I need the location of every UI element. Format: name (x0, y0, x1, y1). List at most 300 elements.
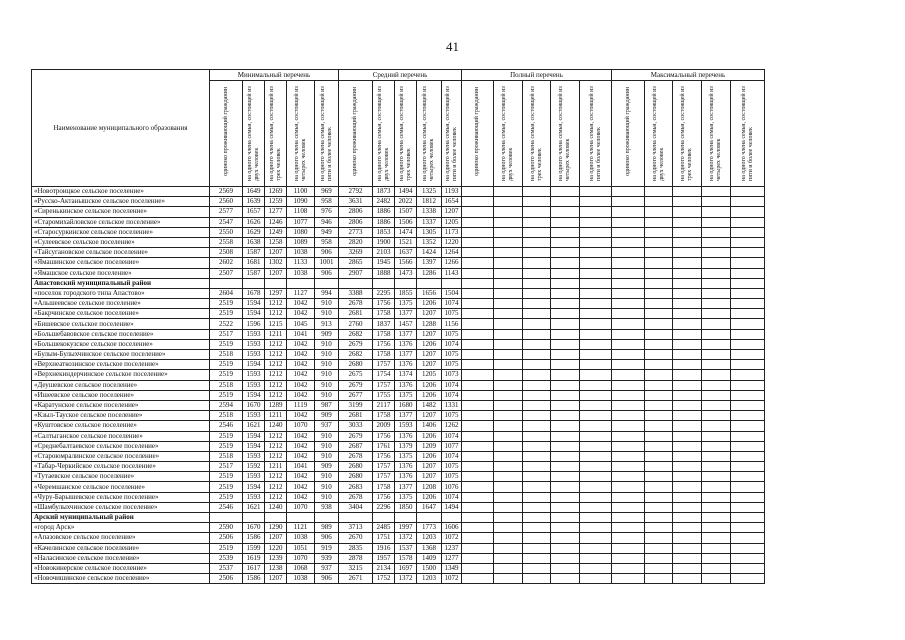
table-cell: 1212 (265, 472, 287, 482)
table-row (32, 268, 765, 278)
table-cell (551, 268, 580, 278)
table-cell (645, 390, 673, 400)
municipality-name: «Альшеевское сельское поселение» (32, 299, 210, 309)
table-cell (702, 288, 731, 298)
table-cell: 1173 (442, 227, 462, 237)
municipality-name: «Бакрчинское сельское поселение» (32, 309, 210, 319)
table-cell: 1090 (287, 197, 315, 207)
table-cell: 1593 (243, 329, 265, 339)
table-cell: 1855 (395, 288, 417, 298)
table-cell (287, 278, 315, 288)
table-cell: 1617 (243, 563, 265, 573)
table-cell (731, 299, 765, 309)
table-cell: 1647 (417, 502, 442, 512)
table-cell: 987 (315, 400, 339, 410)
table-cell (673, 431, 702, 441)
table-cell: 1156 (442, 319, 462, 329)
table-cell (645, 207, 673, 217)
table-cell (494, 513, 523, 523)
table-cell: 1042 (287, 472, 315, 482)
table-cell: 1264 (442, 248, 462, 258)
table-cell (612, 299, 645, 309)
table-row (32, 360, 765, 370)
table-cell (731, 553, 765, 563)
table-cell: 3199 (339, 400, 373, 410)
table-cell: 2537 (210, 563, 243, 573)
table-cell: 1212 (265, 441, 287, 451)
table-cell: 1042 (287, 451, 315, 461)
table-cell (612, 400, 645, 410)
table-cell: 1376 (395, 462, 417, 472)
table-cell: 1375 (395, 390, 417, 400)
table-cell: 2680 (339, 472, 373, 482)
table-row (32, 299, 765, 309)
table-cell (731, 319, 765, 329)
table-cell: 2590 (210, 523, 243, 533)
table-cell (523, 421, 551, 431)
table-cell (580, 227, 612, 237)
group-header: Полный перечень (462, 70, 612, 81)
table-cell: 1757 (373, 472, 395, 482)
table-cell (580, 258, 612, 268)
table-row (32, 380, 765, 390)
table-cell: 1377 (395, 309, 417, 319)
table-cell: 1042 (287, 390, 315, 400)
table-cell: 1657 (243, 207, 265, 217)
table-cell (612, 278, 645, 288)
table-cell (645, 411, 673, 421)
table-cell (702, 421, 731, 431)
table-cell: 2547 (210, 217, 243, 227)
municipality-name: «Большебавовское сельское поселение» (32, 329, 210, 339)
table-cell (731, 197, 765, 207)
table-cell (523, 574, 551, 584)
table-cell: 1758 (373, 329, 395, 339)
group-header: Минимальный перечень (210, 70, 339, 81)
table-cell (523, 400, 551, 410)
table-cell: 2820 (339, 237, 373, 247)
table-cell: 1537 (395, 543, 417, 553)
table-cell: 1042 (287, 299, 315, 309)
table-cell: 989 (315, 523, 339, 533)
table-cell (645, 482, 673, 492)
table-cell: 1277 (442, 553, 462, 563)
table-cell (494, 299, 523, 309)
table-cell: 1680 (395, 400, 417, 410)
table-row (32, 370, 765, 380)
subcolumn-header (731, 81, 765, 187)
table-cell (731, 482, 765, 492)
table-cell: 1207 (417, 472, 442, 482)
table-cell (702, 543, 731, 553)
table-row (32, 319, 765, 329)
table-cell: 1599 (243, 543, 265, 553)
table-cell: 3404 (339, 502, 373, 512)
table-row (32, 441, 765, 451)
table-cell: 910 (315, 472, 339, 482)
table-cell: 1266 (442, 258, 462, 268)
subcolumn-label: на одного члена семьи, состоящей из двух человек (376, 86, 390, 181)
table-cell (210, 513, 243, 523)
subcolumn-header (373, 81, 395, 187)
table-cell: 2517 (210, 329, 243, 339)
table-cell: 1837 (373, 319, 395, 329)
table-cell (645, 258, 673, 268)
table-cell: 1594 (243, 360, 265, 370)
table-cell: 2519 (210, 360, 243, 370)
table-cell: 1494 (442, 502, 462, 512)
table-cell: 910 (315, 350, 339, 360)
table-cell (523, 309, 551, 319)
table-cell: 2103 (373, 248, 395, 258)
table-cell: 1331 (442, 400, 462, 410)
table-cell (523, 268, 551, 278)
table-cell: 1626 (243, 217, 265, 227)
table-cell (612, 237, 645, 247)
table-cell: 1212 (265, 380, 287, 390)
table-cell: 1297 (265, 288, 287, 298)
table-cell: 1038 (287, 248, 315, 258)
table-cell (645, 574, 673, 584)
subcolumn-label: на одного члена семьи, состоящей из пяти и более человек (588, 86, 602, 181)
table-cell: 1209 (417, 441, 442, 451)
table-cell (494, 187, 523, 197)
table-cell (673, 268, 702, 278)
table-cell (580, 187, 612, 197)
table-cell (551, 380, 580, 390)
table-cell (645, 278, 673, 288)
table-cell (462, 533, 494, 543)
table-cell (673, 258, 702, 268)
table-cell: 1042 (287, 431, 315, 441)
table-cell (494, 563, 523, 573)
table-cell (462, 472, 494, 482)
municipality-name: «Старомихайловское сельское поселение» (32, 217, 210, 227)
table-row (32, 339, 765, 349)
table-cell: 969 (315, 187, 339, 197)
table-cell (462, 339, 494, 349)
table-cell: 2682 (339, 329, 373, 339)
table-cell: 1397 (417, 258, 442, 268)
municipality-name: «Чуру-Барышевское сельское поселение» (32, 492, 210, 502)
table-cell (612, 217, 645, 227)
table-cell: 2546 (210, 421, 243, 431)
table-cell: 2518 (210, 380, 243, 390)
table-cell: 938 (315, 502, 339, 512)
table-cell: 1639 (243, 197, 265, 207)
table-cell: 1957 (373, 553, 395, 563)
table-cell: 2878 (339, 553, 373, 563)
subcolumn-header (551, 81, 580, 187)
table-cell: 1207 (265, 248, 287, 258)
table-cell (702, 390, 731, 400)
table-cell: 1212 (265, 390, 287, 400)
subcolumn-header (494, 81, 523, 187)
table-cell: 2517 (210, 462, 243, 472)
table-cell (702, 207, 731, 217)
table-cell (551, 288, 580, 298)
table-cell (580, 350, 612, 360)
table-cell: 2680 (339, 360, 373, 370)
table-cell: 1593 (395, 421, 417, 431)
table-cell (494, 319, 523, 329)
table-cell: 1108 (287, 207, 315, 217)
table-cell (494, 400, 523, 410)
table-cell (373, 513, 395, 523)
table-cell: 1681 (243, 258, 265, 268)
municipality-name: «Старосуркинское сельское поселение» (32, 227, 210, 237)
table-cell (612, 380, 645, 390)
table-cell (494, 237, 523, 247)
table-cell: 1258 (265, 237, 287, 247)
table-cell (702, 400, 731, 410)
table-cell: 2522 (210, 319, 243, 329)
table-cell (523, 502, 551, 512)
table-cell: 2009 (373, 421, 395, 431)
table-cell: 2518 (210, 411, 243, 421)
municipality-name: «Бишевское сельское поселение» (32, 319, 210, 329)
table-cell: 1374 (395, 370, 417, 380)
subcolumn-label: на одного члена семьи, состоящей из пяти и более человек (740, 86, 754, 181)
table-cell: 2519 (210, 441, 243, 451)
table-cell (494, 370, 523, 380)
table-cell (551, 482, 580, 492)
table-cell: 1375 (395, 451, 417, 461)
table-cell: 1377 (395, 411, 417, 421)
table-cell (731, 574, 765, 584)
table-cell (442, 278, 462, 288)
table-cell (702, 523, 731, 533)
subcolumn-label: на одного члена семьи, состоящей из двух человек (501, 86, 514, 181)
table-cell (612, 482, 645, 492)
subcolumn-header (339, 81, 373, 187)
table-cell (731, 187, 765, 197)
table-cell (265, 513, 287, 523)
table-row (32, 482, 765, 492)
table-cell (612, 268, 645, 278)
municipality-name: «Верхнеаткозинское сельское поселение» (32, 360, 210, 370)
table-cell (645, 421, 673, 431)
table-cell (731, 370, 765, 380)
table-cell: 1127 (287, 288, 315, 298)
table-cell (462, 462, 494, 472)
table-cell (494, 217, 523, 227)
table-cell: 910 (315, 431, 339, 441)
table-cell (551, 441, 580, 451)
table-cell (580, 513, 612, 523)
table-cell (645, 543, 673, 553)
table-cell (551, 237, 580, 247)
table-cell: 1593 (243, 350, 265, 360)
municipality-name: «Кзыл-Тауское сельское поселение» (32, 411, 210, 421)
table-cell: 1853 (373, 227, 395, 237)
table-cell (580, 502, 612, 512)
table-cell: 1586 (243, 533, 265, 543)
table-cell: 2295 (373, 288, 395, 298)
table-cell: 2687 (339, 441, 373, 451)
table-cell (645, 380, 673, 390)
table-cell: 1850 (395, 502, 417, 512)
table-cell (673, 492, 702, 502)
table-cell (494, 553, 523, 563)
table-cell (702, 329, 731, 339)
table-cell (580, 462, 612, 472)
table-cell (731, 543, 765, 553)
table-cell: 1207 (417, 309, 442, 319)
table-cell: 1376 (395, 472, 417, 482)
table-cell (673, 451, 702, 461)
subcolumn-label: на одного члена семьи, состоящей из трех человек (680, 86, 693, 181)
table-cell (551, 197, 580, 207)
subsistence-table (31, 69, 765, 584)
table-cell (731, 268, 765, 278)
table-cell: 1074 (442, 380, 462, 390)
table-cell: 2519 (210, 482, 243, 492)
table-cell (731, 380, 765, 390)
table-row (32, 227, 765, 237)
table-cell: 1649 (243, 187, 265, 197)
table-cell: 1376 (395, 339, 417, 349)
table-row (32, 288, 765, 298)
table-cell (462, 502, 494, 512)
table-cell (462, 268, 494, 278)
municipality-name: «Табар-Черкийское сельское поселение» (32, 462, 210, 472)
municipality-name: «Апазовское сельское поселение» (32, 533, 210, 543)
table-cell: 1637 (395, 248, 417, 258)
table-cell: 1758 (373, 350, 395, 360)
table-row (32, 543, 765, 553)
table-cell (702, 237, 731, 247)
district-row (32, 513, 765, 523)
table-cell: 2792 (339, 187, 373, 197)
table-cell: 1277 (265, 207, 287, 217)
table-cell (580, 563, 612, 573)
table-cell (523, 278, 551, 288)
table-cell (523, 248, 551, 258)
table-cell: 1751 (373, 533, 395, 543)
table-cell (731, 309, 765, 319)
table-cell (210, 278, 243, 288)
table-cell: 2682 (339, 350, 373, 360)
table-cell: 1240 (265, 502, 287, 512)
table-cell (673, 278, 702, 288)
subcolumn-label: на одного члена семьи, состоящей из четырех человек (422, 86, 435, 181)
table-cell: 937 (315, 421, 339, 431)
table-cell (580, 339, 612, 349)
subcolumn-label: на одного члена семьи, состоящей из двух человек (651, 86, 665, 181)
table-cell (462, 411, 494, 421)
table-cell (731, 431, 765, 441)
table-cell: 1594 (243, 309, 265, 319)
table-cell (612, 472, 645, 482)
table-cell (523, 370, 551, 380)
municipality-name: «Качелинское сельское поселение» (32, 543, 210, 553)
municipality-name: «Верхнекиндерчинское сельское поселение» (32, 370, 210, 380)
table-cell: 2546 (210, 502, 243, 512)
table-cell (673, 441, 702, 451)
table-cell (462, 482, 494, 492)
table-cell (494, 227, 523, 237)
table-cell (580, 390, 612, 400)
table-cell (580, 299, 612, 309)
table-cell: 2907 (339, 268, 373, 278)
table-cell (580, 329, 612, 339)
table-cell: 939 (315, 553, 339, 563)
table-cell (494, 197, 523, 207)
table-cell (551, 339, 580, 349)
subcolumn-label: на одного члена семьи, состоящей из трех человек (398, 86, 412, 181)
table-cell: 1758 (373, 309, 395, 319)
table-cell: 1752 (373, 574, 395, 584)
table-cell: 1377 (395, 482, 417, 492)
table-cell (462, 451, 494, 461)
table-cell (462, 431, 494, 441)
table-row (32, 350, 765, 360)
table-cell: 1042 (287, 380, 315, 390)
table-cell: 2679 (339, 380, 373, 390)
table-cell: 2485 (373, 523, 395, 533)
table-cell: 910 (315, 441, 339, 451)
table-cell (551, 360, 580, 370)
table-cell (494, 390, 523, 400)
table-cell: 1757 (373, 360, 395, 370)
table-cell (315, 513, 339, 523)
table-row (32, 400, 765, 410)
table-cell (462, 197, 494, 207)
table-cell: 1207 (442, 207, 462, 217)
table-cell (580, 360, 612, 370)
table-cell: 1593 (243, 451, 265, 461)
table-cell: 1916 (373, 543, 395, 553)
table-cell: 1070 (287, 553, 315, 563)
table-cell (494, 574, 523, 584)
table-body (32, 187, 765, 584)
table-cell: 1756 (373, 339, 395, 349)
table-cell: 1619 (243, 553, 265, 563)
table-cell (494, 502, 523, 512)
table-cell (551, 207, 580, 217)
table-cell (523, 543, 551, 553)
table-cell: 913 (315, 319, 339, 329)
table-cell (673, 217, 702, 227)
table-cell: 1237 (442, 543, 462, 553)
table-cell (731, 441, 765, 451)
municipality-name: «Староюмралинское сельское поселение» (32, 451, 210, 461)
table-cell (731, 472, 765, 482)
table-cell (673, 248, 702, 258)
table-cell (645, 533, 673, 543)
municipality-name: «Ямашское сельское поселение» (32, 268, 210, 278)
table-cell (580, 574, 612, 584)
table-cell (731, 411, 765, 421)
table-cell (494, 421, 523, 431)
municipality-name: «город Арск» (32, 523, 210, 533)
table-cell (580, 533, 612, 543)
table-cell (551, 278, 580, 288)
table-cell (462, 523, 494, 533)
table-cell (673, 319, 702, 329)
table-cell (612, 451, 645, 461)
table-cell (523, 513, 551, 523)
table-cell (702, 299, 731, 309)
table-cell: 1886 (373, 207, 395, 217)
table-cell (612, 523, 645, 533)
table-cell: 1042 (287, 350, 315, 360)
municipality-name: «Ишеевское сельское поселение» (32, 390, 210, 400)
table-cell: 1212 (265, 451, 287, 461)
table-cell: 1001 (315, 258, 339, 268)
table-cell: 1594 (243, 482, 265, 492)
